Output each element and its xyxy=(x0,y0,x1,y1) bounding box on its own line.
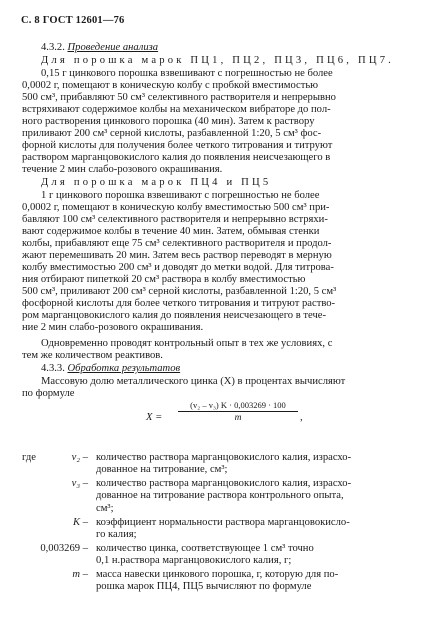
p2-line: 0,0002 г, помещают в коническую колбу вместимостью 500 см³ при- xyxy=(22,202,330,213)
subheading-pc1-7: Для порошка марок ПЦ1, ПЦ2, ПЦ3, ПЦ6, ПЦ7. xyxy=(41,55,395,66)
formula-fraction xyxy=(178,400,298,423)
formula-numerator: (v₂ – v₃) K · 0,003269 · 100 xyxy=(190,400,286,410)
def-line: количество цинка, соответствующее 1 см³ точно xyxy=(96,543,314,554)
def-line: дованное на титрование раствора контрольного опыта, xyxy=(96,490,344,502)
def-symbol-const: 0,003269 – xyxy=(40,543,88,554)
def-text-const xyxy=(96,543,401,568)
section-432-number: 4.3.2. xyxy=(41,42,65,53)
def-line: см³; xyxy=(96,502,114,514)
def-line: рошка марок ПЦ4, ПЦ5 вычисляют по формуле xyxy=(96,581,312,593)
intro-line: Массовую долю металлического цинка (X) в процентах вычисляют xyxy=(41,376,346,387)
p2-line: ние 2 мин слабо-розового окрашивания. xyxy=(22,322,204,333)
def-symbol-v3: v₃ – xyxy=(71,478,88,489)
subheading-pc4-5: Для порошка марок ПЦ4 и ПЦ5 xyxy=(41,177,272,188)
def-text-v3 xyxy=(96,478,401,515)
def-line: масса навески цинкового порошка, г, которую для по- xyxy=(96,569,339,580)
formula-denominator: m xyxy=(234,413,242,423)
p1-line: 0,0002 г, помещают в коническую колбу с пробкой вместимостью xyxy=(22,80,319,91)
p3-line: Одновременно проводят контрольный опыт в тех же условиях, с xyxy=(41,338,333,349)
page-header: С. 8 ГОСТ 12601—76 xyxy=(21,15,125,26)
section-432-title: Проведение анализа xyxy=(67,42,159,53)
section-433-title: Обработка результатов xyxy=(67,363,181,374)
p2-line: бавляют 100 см³ селективного растворителя и непрерывно встряхи- xyxy=(22,214,328,225)
p2-line: ния отбирают пипеткой 20 см³ раствора в колбу вместимостью xyxy=(22,274,306,285)
p2-line: вают содержимое колбы в течение 40 мин. Затем, обмывая стенки xyxy=(22,226,320,237)
section-432-heading xyxy=(41,42,158,54)
intro-line: по формуле xyxy=(22,388,75,399)
p3-line: тем же количеством реактивов. xyxy=(22,350,163,361)
p1-line: форной кислоты для получения более четкого титрования и титруют xyxy=(22,140,333,151)
def-text-v2 xyxy=(96,452,401,477)
def-symbol-v2: v₂ – xyxy=(71,452,88,463)
formula-comma: , xyxy=(300,412,303,423)
p2-line: 500 см³, приливают 200 см³ серной кислоты, разбавленной 1:20, 5 см³ xyxy=(22,286,337,297)
def-line: го калия; xyxy=(96,529,137,541)
p2-line: фосфорной кислоты для более четкого титрования и титруют раство- xyxy=(22,298,336,309)
p2-line: колбы, прибавляют еще 75 см³ селективного растворителя и продол- xyxy=(22,238,332,249)
p1-line: течение 2 мин слабо-розового окрашивания. xyxy=(22,164,223,175)
p1-line: 500 см³, прибавляют 50 см³ селективного растворителя и непрерывно xyxy=(22,92,336,103)
p1-line: встряхивают содержимое колбы на механическом вибраторе до пол- xyxy=(22,104,331,115)
p2-line: ром марганцовокислого калия до появления неисчезающего в тече- xyxy=(22,310,327,321)
formula-lhs: X = xyxy=(146,412,163,423)
p2-line: 1 г цинкового порошка взвешивают с погрешностью не более xyxy=(41,190,320,201)
p1-line: приливают 200 см³ серной кислоты, разбавленной 1:20, 5 см³ фос- xyxy=(22,128,322,139)
def-line: коэффициент нормальности раствора марганцовокисло- xyxy=(96,517,350,528)
def-line: 0,1 н.раствора марганцовокислого калия, г; xyxy=(96,555,292,567)
def-line: дованное на титрование, см³; xyxy=(96,464,228,476)
def-symbol-m: m – xyxy=(72,569,88,580)
def-text-m xyxy=(96,569,401,594)
section-433-heading xyxy=(41,363,180,375)
def-text-k xyxy=(96,517,401,542)
section-433-number: 4.3.3. xyxy=(41,363,65,374)
def-symbol-k: K – xyxy=(72,517,88,528)
p1-line: раствором марганцовокислого калия до появления неисчезающего в xyxy=(22,152,331,163)
p1-line: ного растворения цинкового порошка (40 мин). Затем к раствору xyxy=(22,116,315,127)
p2-line: колбу вместимостью 200 см³ и доводят до метки водой. Для титрова- xyxy=(22,262,334,273)
fraction-bar xyxy=(178,411,298,412)
def-line: количество раствора марганцовокислого калия, израсхо- xyxy=(96,478,352,489)
p1-line: 0,15 г цинкового порошка взвешивают с погрешностью не более xyxy=(41,68,333,79)
p2-line: жают перемешивать 20 мин. Затем весь раствор переводят в мерную xyxy=(22,250,332,261)
where-label: где xyxy=(22,452,36,463)
def-line: количество раствора марганцовокислого калия, израсхо- xyxy=(96,452,352,463)
